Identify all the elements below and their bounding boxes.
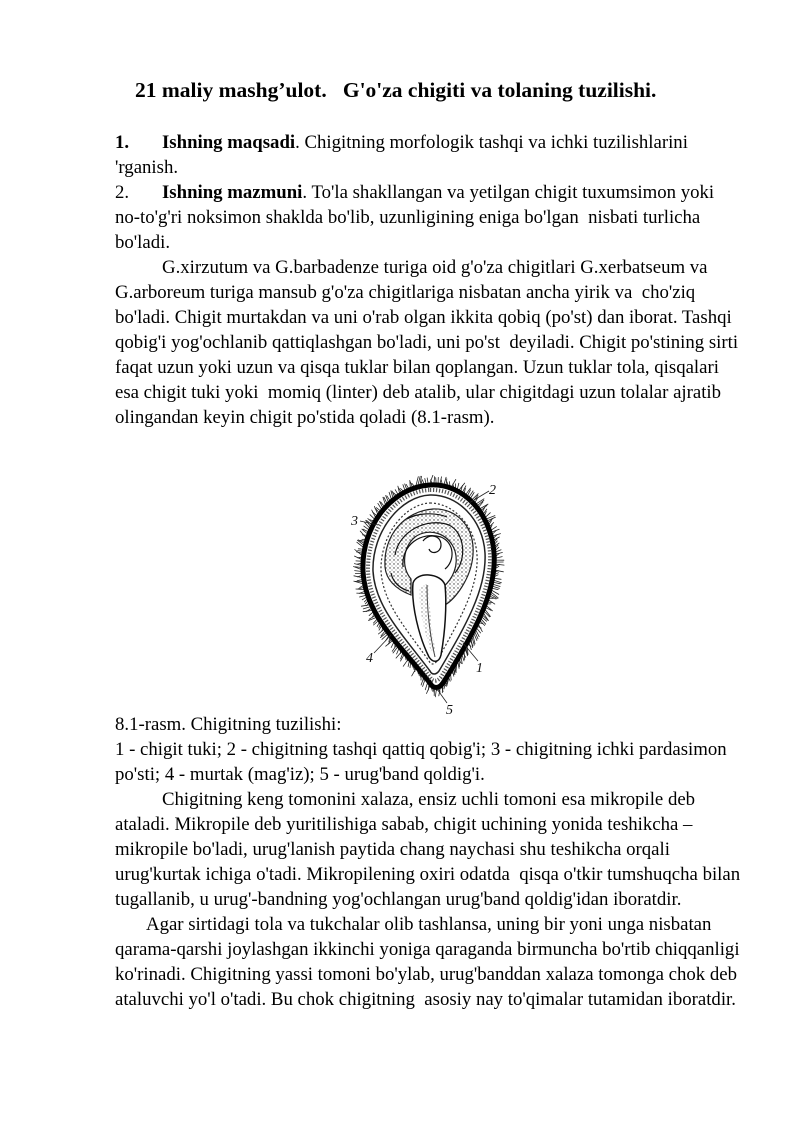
item-1-line [115,130,785,155]
paragraph-line: ataladi. Mikropile deb yuritilishiga sabab, chigit uchining yonida teshikcha – [115,814,693,835]
linter-hair [364,599,367,602]
linter-hair [496,550,501,552]
paragraph-line: Chigitning keng tomonini xalaza, ensiz uchli tomoni esa mikropile deb [162,789,696,810]
linter-hair [406,484,408,488]
item-text-line: bo'ladi. [115,232,171,253]
linter-hair [377,623,379,627]
text-block-upper [115,130,785,430]
linter-hair [422,480,424,484]
linter-hair [358,551,363,552]
paragraph-line: ataluvchi yo'l o'tadi. Bu chok chigitning asosiy nay to'qimalar tutamidan iboratdir. [115,989,736,1010]
linter-hair [357,580,362,581]
linter-hair [493,586,500,588]
paragraph-line: G.xirzutum va G.barbadenze turiga oid g'o'za chigitlari G.xerbatseum va [162,257,708,278]
linter-hair [363,607,370,609]
linter-hair [492,588,498,589]
linter-hair [495,543,499,546]
linter-hair [358,588,363,589]
paragraph-line: mikropile bo'ladi, urug'lanish paytida chang naychasi shu teshikcha orqali [115,839,670,860]
figure-label-2: 2 [489,483,496,498]
linter-hair [369,612,373,615]
linter-hair [486,513,491,517]
linter-hair [410,482,412,487]
item-number: 1. [115,132,130,153]
paragraph-line: bo'ladi. Chigit murtakdan va uni o'rab olgan ikkita qobiq (po'st) dan iborat. Tashqi [115,307,732,328]
paragraph-line: qarama-qarshi joylashgan ikkinchi yoniga qaraganda birmuncha bo'rtib chiqqanligi [115,939,740,960]
figure-legend-line: po'sti; 4 - murtak (mag'iz); 5 - urug'band qoldig'i. [115,764,485,785]
linter-hair [393,647,398,653]
item-heading: Ishning mazmuni [162,182,303,203]
linter-hair [493,584,500,586]
linter-hair [403,485,405,490]
linter-hair [491,527,496,531]
linter-hair [434,477,435,483]
linter-hair [495,578,502,579]
seed-structure-figure [345,475,505,720]
linter-hair [425,479,426,484]
linter-hair [365,601,367,604]
item-text: . Chigitning morfologik tashqi va ichki tuzilishlarini [295,132,688,153]
linter-hair [357,542,363,547]
paragraph-line: urug'kurtak ichiga o'tadi. Mikropilening oxiri odatda qisqa o'tkir tumshuqcha bilan [115,864,741,885]
linter-hair [362,597,366,599]
figure-label-1: 1 [476,661,483,676]
linter-hair [361,605,369,606]
item-number: 2. [115,182,130,203]
paragraph-line: tugallanib, u urug'-bandning yog'ochlangan urug'band qoldig'idan iboratdir. [115,889,682,910]
figure-label-5: 5 [446,703,453,718]
figure-label-4: 4 [366,651,373,666]
paragraph-line: olingandan keyin chigit po'stida qoladi (8.1-rasm). [115,407,495,428]
paragraph-line: G.arboreum turiga mansub g'o'za chigitlariga nisbatan ancha yirik va cho'ziq [115,282,696,303]
linter-hair [395,490,398,494]
figure-legend-line: 1 - chigit tuki; 2 - chigitning tashqi qattiq qobig'i; 3 - chigitning ichki pardasimon [115,739,727,760]
linter-hair [391,642,394,647]
item-text-line: 'rganish. [115,157,179,178]
paragraph-line: ko'rinadi. Chigitning yassi tomoni bo'ylab, urug'banddan xalaza tomonga chok deb [115,964,737,985]
text-block-lower [115,712,785,1012]
linter-hair [427,478,428,483]
item-text: . To'la shakllangan va yetilgan chigit tuxumsimon yoki [302,182,715,203]
linter-hair [444,477,446,484]
linter-hair [494,582,501,583]
linter-hair [410,480,411,487]
linter-hair [370,515,374,519]
item-heading: Ishning maqsadi [162,132,296,153]
linter-hair [355,571,361,572]
paragraph-line: faqat uzun yoki uzun va qisqa tuklar bilan qoplangan. Uzun tuklar tola, qisqalari [115,357,719,378]
item-2-line [115,180,785,205]
seed-drawing [345,475,505,720]
linter-hair [389,492,391,499]
linter-hair [356,589,364,590]
linter-hair [379,625,381,629]
linter-hair [397,649,399,654]
figure-label-3: 3 [351,514,358,529]
figure-caption: 8.1-rasm. Chigitning tuzilishi: [115,714,342,735]
linter-hair [457,483,458,489]
linter-hair [360,595,366,597]
linter-hair [496,564,504,565]
linter-hair [496,557,502,558]
linter-hair [435,690,436,697]
linter-hair [374,621,379,625]
page-title: 21 maliy mashg’ulot. G'o'za chigiti va tolaning tuzilishi. [135,78,657,102]
linter-hair [360,586,363,588]
paragraph-line: Agar sirtidagi tola va tukchalar olib tashlansa, uning bir yoni unga nisbatan [146,914,712,935]
item-text-line: no-to'g'ri noksimon shaklda bo'lib, uzunligining eniga bo'lgan nisbati turlicha [115,207,701,228]
linter-hair [392,646,396,652]
paragraph-line: qobig'i yog'ochlanib qattiqlashgan bo'ladi, uni po'st deyiladi. Chigit po'stining sirti [115,332,739,353]
paragraph-line: esa chigit tuki yoki momiq (linter) deb atalib, ular chigitdagi uzun tolalar ajratib [115,382,722,403]
